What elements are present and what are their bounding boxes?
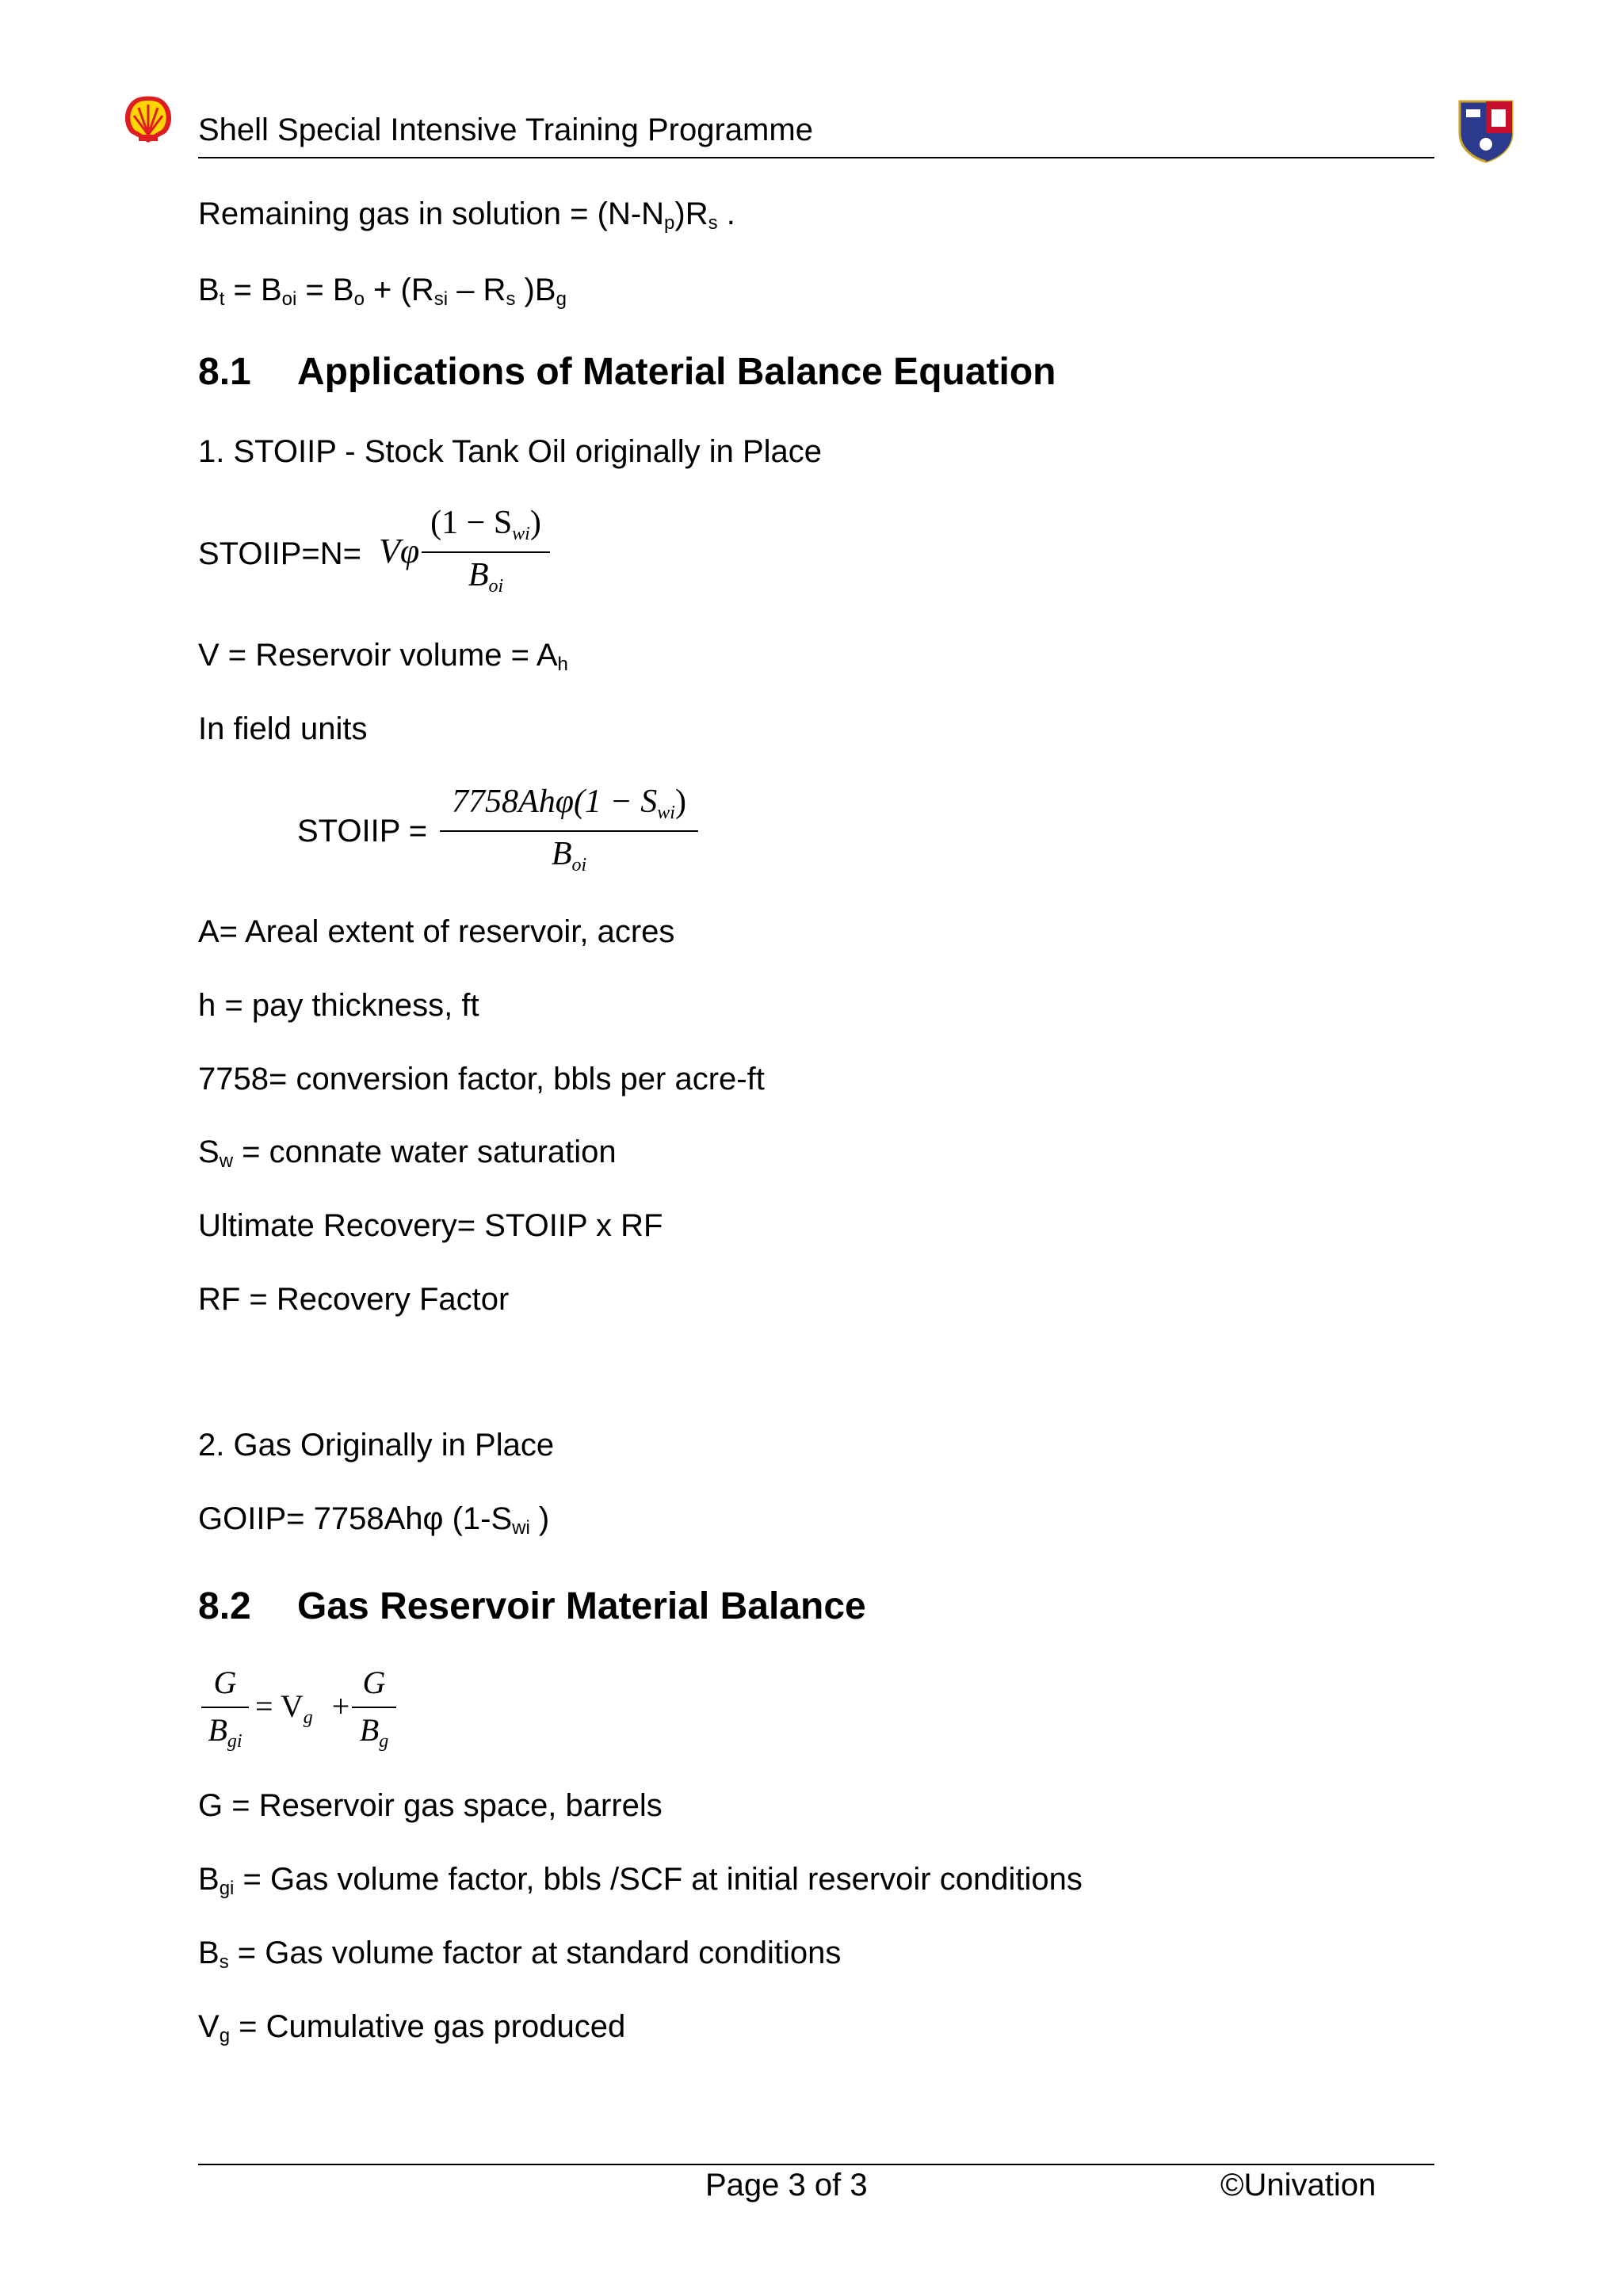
page-number: Page 3 of 3 xyxy=(705,2168,868,2203)
fraction-numerator: (1 − Swi) xyxy=(430,505,541,544)
page-header xyxy=(198,109,1434,158)
header-title: Shell Special Intensive Training Programme xyxy=(198,113,813,147)
remaining-gas-line: Remaining gas in solution = $(N-N_p)R_s$ . xyxy=(198,196,735,234)
pay-thickness-def: h = pay thickness, ft xyxy=(198,988,479,1023)
gas-mb-fraction-left: G $B_{gi}$ xyxy=(201,1664,249,1751)
footer-divider xyxy=(198,2164,1434,2165)
field-units-label: In field units xyxy=(198,711,368,746)
stoiip-fraction-2 xyxy=(440,783,698,878)
stoiip-v-phi: Vφ xyxy=(379,532,420,570)
fraction-denominator: Boi xyxy=(551,836,587,875)
section-heading-8-1: 8.1 Applications of Material Balance Equation xyxy=(198,351,1056,393)
conversion-factor-def: 7758= conversion factor, bbls per acre-ft xyxy=(198,1062,765,1097)
bt-equation-line: $B_t = B_{oi} = B_o + (R_{si} - R_s$ )$B_g$ xyxy=(198,273,567,310)
areal-extent-def: A= Areal extent of reservoir, acres xyxy=(198,914,675,949)
shell-logo-icon xyxy=(121,93,175,146)
copyright: ©Univation xyxy=(1220,2168,1377,2203)
fraction-denominator: Boi xyxy=(468,557,504,597)
bgi-def: $B_{gi}$ = Gas volume factor, bbls /SCF at initial reservoir conditions xyxy=(198,1862,1083,1899)
stoiip-n-label: STOIIP=N= xyxy=(198,536,362,571)
gas-mb-fraction-right: G $B_g$ xyxy=(352,1664,396,1751)
connate-water-def: $S_w$ = connate water saturation xyxy=(198,1135,617,1172)
reservoir-volume-def: V = Reservoir volume = $A_h$ xyxy=(198,638,568,675)
section-heading-8-2: 8.2 Gas Reservoir Material Balance xyxy=(198,1585,866,1627)
goiip-item-heading: 2. Gas Originally in Place xyxy=(198,1428,555,1463)
gas-mb-middle: = $V_g$ + xyxy=(255,1688,350,1728)
recovery-factor-def: RF = Recovery Factor xyxy=(198,1282,510,1317)
ultimate-recovery-def: Ultimate Recovery= STOIIP x RF xyxy=(198,1208,663,1243)
university-crest-icon xyxy=(1457,98,1515,163)
bs-def: $B_s$ = Gas volume factor at standard conditions xyxy=(198,1936,842,1973)
fraction-numerator: 7758Ahφ(1 − Swi) xyxy=(452,784,686,823)
vg-def: $V_g$ = Cumulative gas produced xyxy=(198,2009,626,2046)
stoiip-fraction-1 xyxy=(422,504,550,599)
stoiip-field-label: STOIIP = xyxy=(297,814,428,849)
goiip-equation: GOIIP= 7758Ahφ ($1-S_{wi}$ ) xyxy=(198,1501,550,1539)
stoiip-item-heading: 1. STOIIP - Stock Tank Oil originally in Place xyxy=(198,434,823,469)
gas-space-def: G = Reservoir gas space, barrels xyxy=(198,1788,663,1823)
